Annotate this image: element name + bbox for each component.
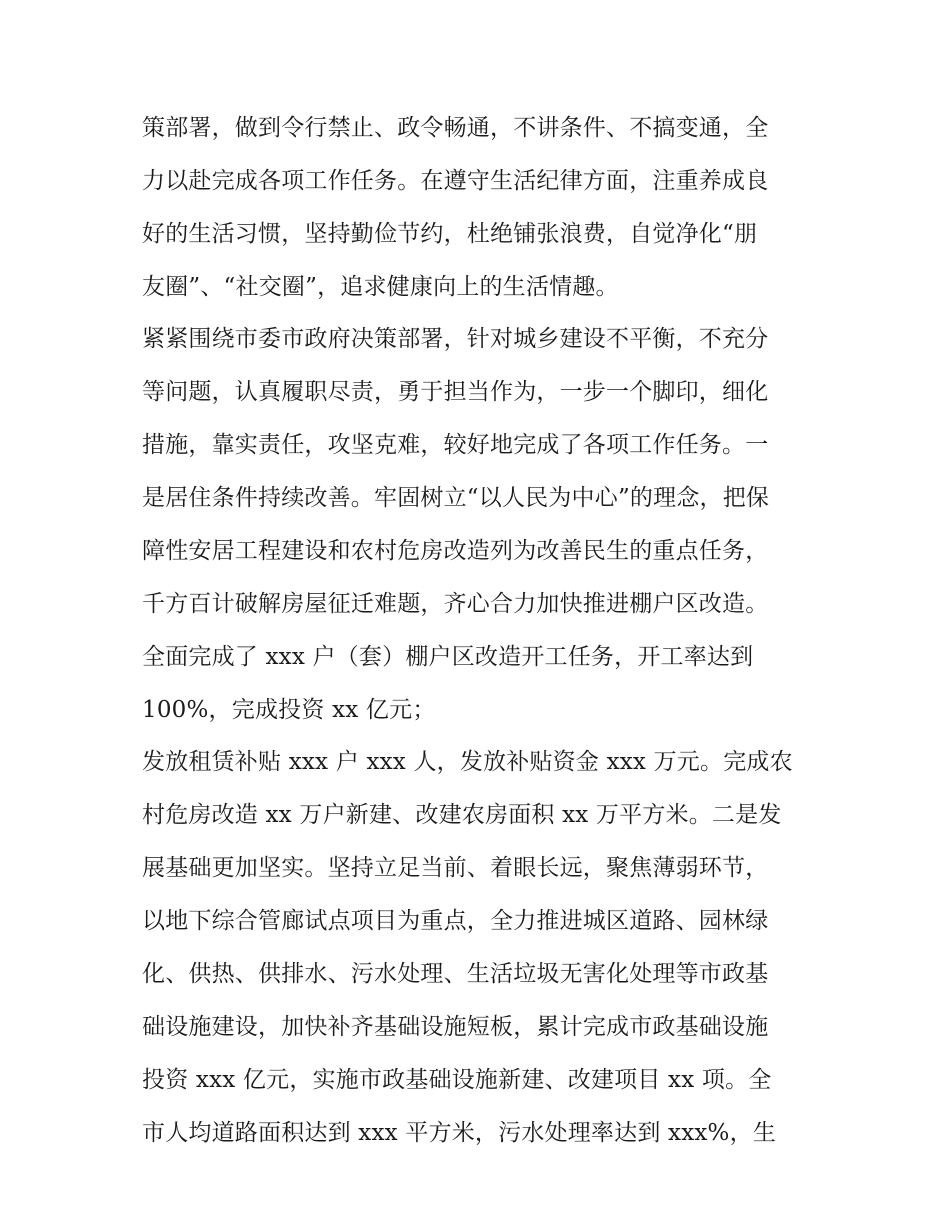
text-line: 展基础更加坚实。坚持立足当前、着眼长远，聚焦薄弱环节， — [142, 855, 769, 881]
text-line: 障性安居工程建设和农村危房改造列为改善民生的重点任务， — [142, 538, 769, 564]
text-line: 好的生活习惯，坚持勤俭节约，杜绝铺张浪费，自觉净化“朋 — [142, 221, 758, 247]
text-line: 措施，靠实责任，攻坚克难，较好地完成了各项工作任务。一 — [142, 432, 769, 458]
text-line: 础设施建设，加快补齐基础设施短板，累计完成市政基础设施 — [142, 1014, 769, 1040]
text-line: 等问题，认真履职尽责，勇于担当作为，一步一个脚印，细化 — [142, 379, 769, 405]
text-line: 紧紧围绕市委市政府决策部署，针对城乡建设不平衡，不充分 — [142, 326, 769, 352]
text-line: 化、供热、供排水、污水处理、生活垃圾无害化处理等市政基 — [142, 961, 769, 987]
text-line: 是居住条件持续改善。牢固树立“以人民为中心”的理念，把保 — [142, 485, 770, 511]
text-line: 发放租赁补贴 xxx 户 xxx 人，发放补贴资金 xxx 万元。完成农 — [142, 749, 793, 775]
text-line: 投资 xxx 亿元，实施市政基础设施新建、改建项目 xx 项。全 — [142, 1067, 772, 1093]
text-line: 以地下综合管廊试点项目为重点，全力推进城区道路、园林绿 — [142, 908, 769, 934]
text-line: 村危房改造 xx 万户新建、改建农房面积 xx 万平方米。二是发 — [142, 802, 782, 828]
text-line: 友圈”、“社交圈”，追求健康向上的生活情趣。 — [142, 274, 619, 300]
text-line: 100%，完成投资 xx 亿元； — [142, 697, 436, 723]
text-line: 力以赴完成各项工作任务。在遵守生活纪律方面，注重养成良 — [142, 168, 769, 194]
text-line: 全面完成了 xxx 户（套）棚户区改造开工任务，开工率达到 — [142, 644, 754, 670]
text-line: 策部署，做到令行禁止、政令畅通，不讲条件、不搞变通，全 — [142, 115, 769, 141]
text-line: 市人均道路面积达到 xxx 平方米，污水处理率达到 xxx%，生 — [142, 1120, 777, 1146]
text-line: 千方百计破解房屋征迁难题，齐心合力加快推进棚户区改造。 — [142, 591, 769, 617]
